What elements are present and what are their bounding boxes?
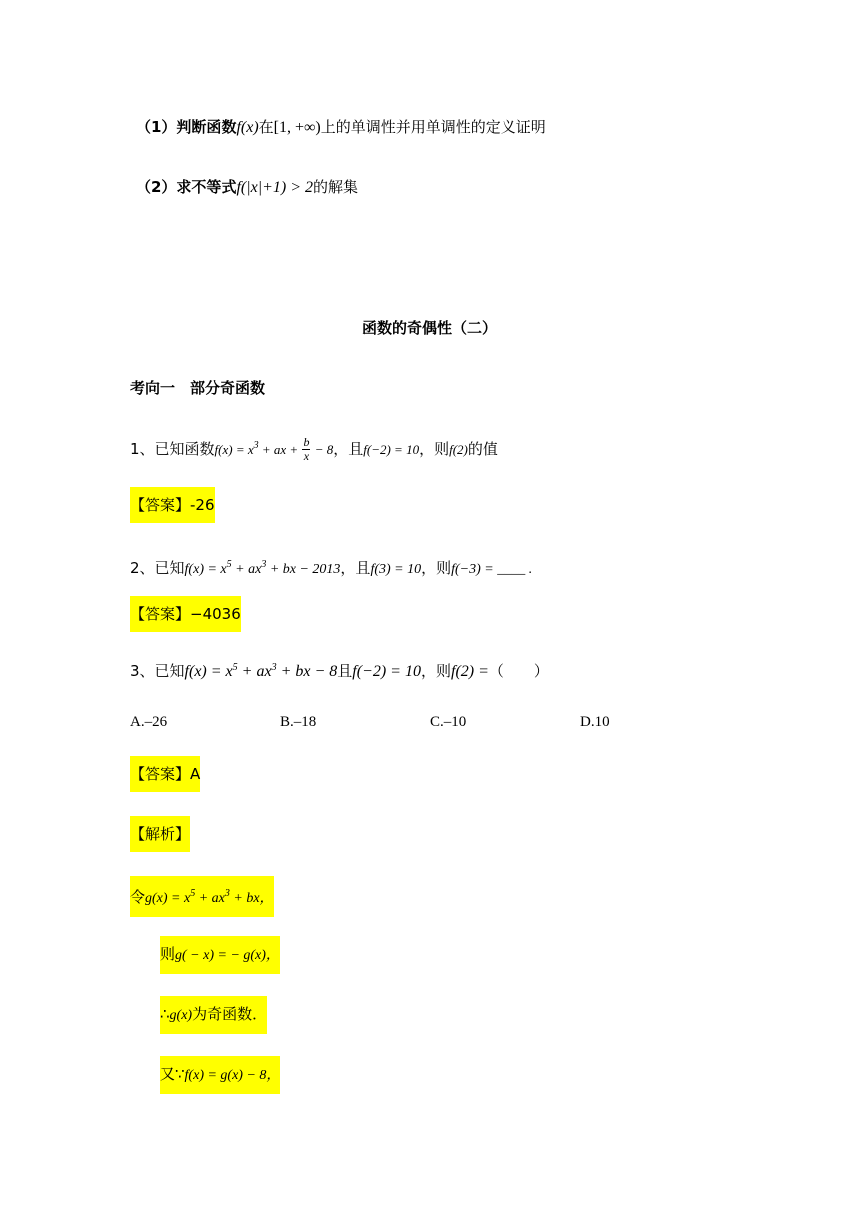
q2-cond: f(3) = 10 [370, 562, 422, 577]
question-1 [130, 436, 498, 463]
subquestion-2-prefix: （2）求不等式 [136, 178, 237, 196]
q2-mid: ，且 [340, 559, 371, 577]
q1-prefix: 1、已知函数 [130, 440, 215, 458]
q2-answer: 【答案】−4036 [130, 596, 241, 632]
q2-exp-b: 3 [261, 559, 267, 570]
q3-step-1-exp-a: 5 [190, 888, 196, 899]
subquestion-2-tail: 的解集 [313, 178, 359, 196]
subquestion-1-mid: 在 [258, 118, 274, 136]
q3-step-4 [160, 1056, 280, 1094]
q2-target: f(−3) = ____ . [451, 562, 533, 577]
q1-mid: ，且 [333, 440, 364, 458]
q3-step-3-pre: ∴ [160, 1005, 170, 1023]
q1-frac-num: b [303, 435, 310, 449]
q1-exp-a: 3 [253, 440, 259, 451]
q3-mid: 且 [337, 662, 353, 680]
subquestion-2-expr: f(|x|+1) > 2 [236, 179, 314, 196]
q1-answer: 【答案】-26 [130, 487, 215, 523]
subquestion-1-interval: [1, +∞) [273, 119, 321, 136]
q3-step-1 [130, 876, 274, 917]
q3-answer: 【答案】A [130, 756, 200, 792]
q3-paren: （ ） [488, 662, 549, 680]
q3-target: f(2) = [451, 663, 489, 680]
q2-expr-c: + bx − 2013 [266, 562, 341, 577]
q3-expr-c: + bx − 8 [276, 663, 338, 680]
q2-expr-a: f(x) = x [184, 562, 227, 577]
q3-mid2: ，则 [420, 662, 451, 680]
q2-mid2: ，则 [421, 559, 452, 577]
q1-expr-b: + ax + [258, 442, 302, 457]
q1-target: f(2) [449, 442, 468, 457]
q3-step-4-pre: 又∵ [160, 1065, 185, 1083]
subquestion-1-prefix: （1）判断函数 [136, 118, 237, 136]
q1-fraction [302, 436, 310, 463]
q3-step-1-a: g(x) = x [145, 891, 191, 906]
q3-exp-a: 5 [232, 662, 238, 673]
q2-exp-a: 5 [226, 559, 232, 570]
q3-step-4-math: f(x) = g(x) − 8， [184, 1068, 281, 1083]
option-b: B.–18 [280, 714, 317, 730]
question-2 [130, 555, 532, 580]
q3-step-3-tail: 为奇函数． [192, 1005, 268, 1023]
q3-step-2-math: g( − x) = − g(x)， [175, 948, 280, 963]
q2-expr-b: + ax [231, 562, 262, 577]
q3-step-2-pre: 则 [160, 945, 176, 963]
q3-step-2 [160, 936, 280, 974]
q3-prefix: 3、已知 [130, 662, 185, 680]
subquestion-1 [136, 117, 546, 138]
q3-step-3 [160, 996, 267, 1034]
q3-step-1-exp-b: 3 [224, 888, 230, 899]
q3-step-3-math: g(x) [169, 1008, 193, 1023]
q3-step-1-b: + ax [195, 891, 225, 906]
q3-exp-b: 3 [271, 662, 277, 673]
q3-expr-a: f(x) = x [184, 663, 233, 680]
option-d: D.10 [580, 714, 610, 730]
question-3 [130, 658, 549, 682]
option-a: A.–26 [130, 714, 168, 730]
q3-cond: f(−2) = 10 [352, 663, 421, 680]
q1-expr-c: − 8 [311, 442, 334, 457]
q1-cond: f(−2) = 10 [363, 442, 420, 457]
q3-step-1-pre: 令 [130, 888, 146, 906]
subquestion-2 [136, 177, 358, 198]
subquestion-1-fx: f(x) [236, 119, 259, 136]
q2-prefix: 2、已知 [130, 559, 185, 577]
q3-step-1-c: + bx， [229, 891, 274, 906]
q3-expr-b: + ax [237, 663, 272, 680]
section-heading: 考向一 部分奇函数 [130, 379, 266, 397]
q3-analysis-label: 【解析】 [130, 816, 190, 852]
page-title: 函数的奇偶性（二） [362, 319, 498, 337]
option-c: C.–10 [430, 714, 467, 730]
subquestion-1-tail: 上的单调性并用单调性的定义证明 [320, 118, 546, 136]
q1-frac-den: x [303, 449, 310, 463]
q1-expr-a: f(x) = x [214, 442, 254, 457]
q1-tail: 的值 [467, 440, 498, 458]
q1-mid2: ，则 [419, 440, 450, 458]
